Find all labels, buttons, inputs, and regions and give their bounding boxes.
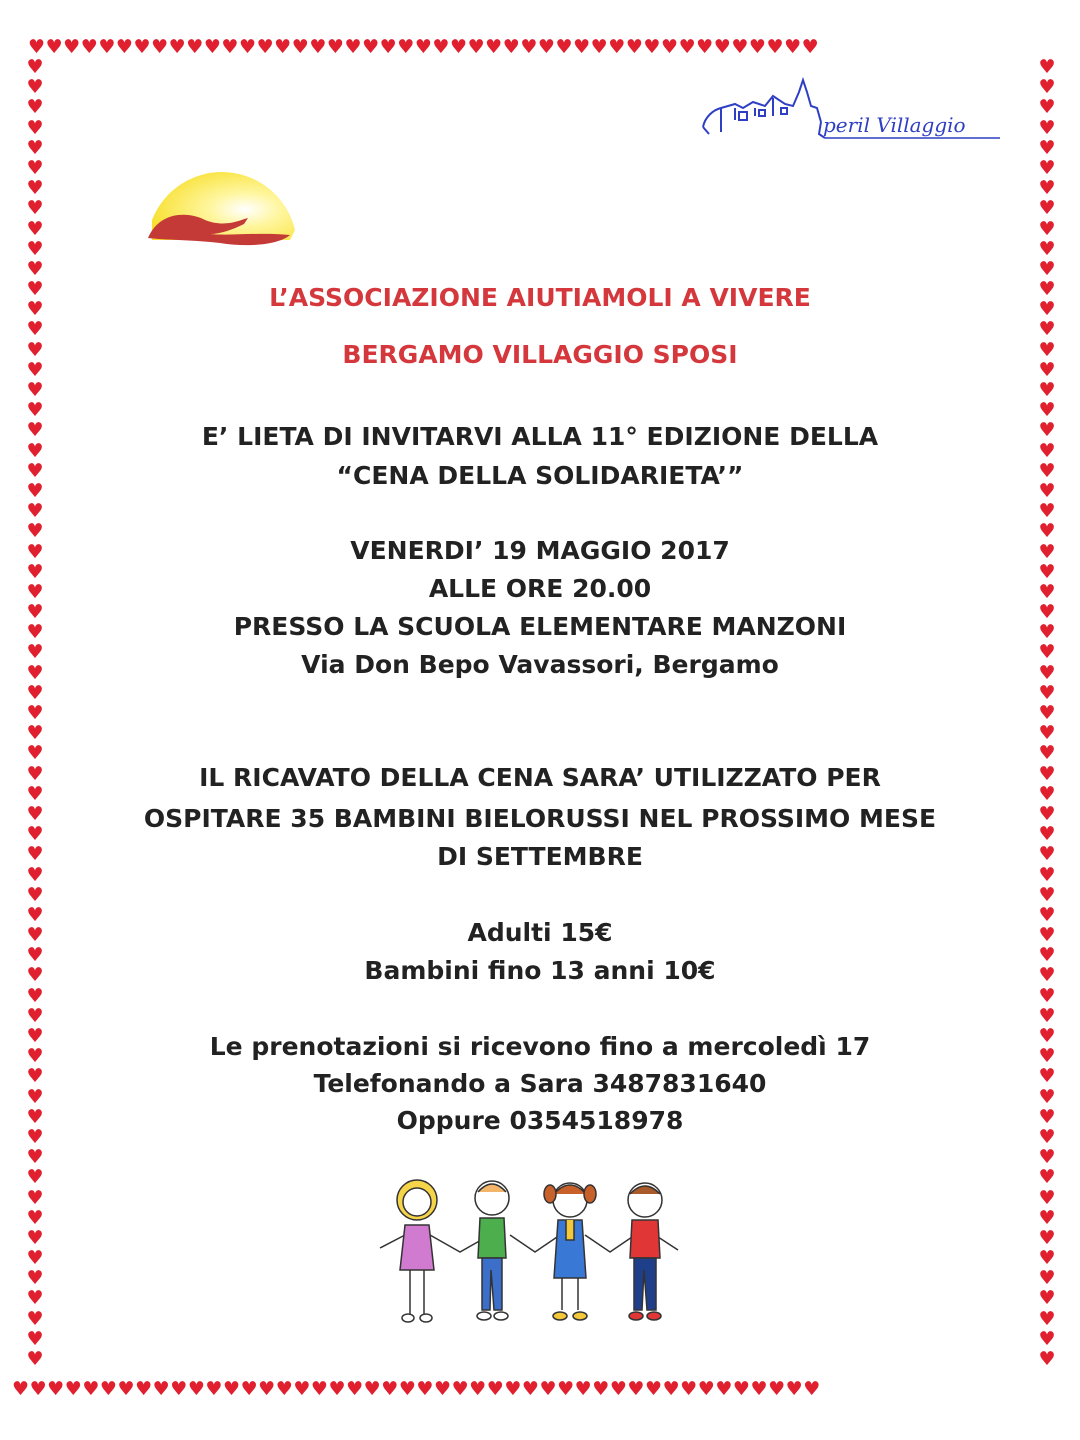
heart-border-left: ♥ ♥ ♥ ♥ ♥ ♥ ♥ ♥ ♥ ♥ ♥ ♥ ♥ ♥ ♥ ♥ ♥ ♥ ♥ ♥ ♥ ♥ ♥ ♥ ♥ ♥ ♥ ♥ ♥ ♥ ♥ ♥ ♥ ♥ ♥ ♥ ♥ ♥ ♥ ♥ ♥ ♥ ♥ ♥ ♥ ♥ ♥ ♥ ♥ ♥ ♥ ♥ ♥ ♥ ♥ ♥ ♥ ♥ ♥ ♥ ♥ ♥ ♥ ♥ ♥: [26, 56, 44, 1370]
sun-hand-icon: [140, 140, 300, 250]
village-skyline-icon: [695, 72, 1010, 152]
purpose-line-1: IL RICAVATO DELLA CENA SARA’ UTILIZZATO PER: [199, 763, 881, 792]
association-name: L’ASSOCIAZIONE AIUTIAMOLI A VIVERE: [269, 283, 811, 312]
booking-line-1: Le prenotazioni si ricevono fino a mercoledì 17: [209, 1032, 871, 1061]
booking-phone-alt: Oppure 0354518978: [396, 1106, 684, 1135]
event-date: VENERDI’ 19 MAGGIO 2017: [350, 536, 730, 565]
event-address: Via Don Bepo Vavassori, Bergamo: [301, 650, 779, 679]
heart-border-right: ♥ ♥ ♥ ♥ ♥ ♥ ♥ ♥ ♥ ♥ ♥ ♥ ♥ ♥ ♥ ♥ ♥ ♥ ♥ ♥ ♥ ♥ ♥ ♥ ♥ ♥ ♥ ♥ ♥ ♥ ♥ ♥ ♥ ♥ ♥ ♥ ♥ ♥ ♥ ♥ ♥ ♥ ♥ ♥ ♥ ♥ ♥ ♥ ♥ ♥ ♥ ♥ ♥ ♥ ♥ ♥ ♥ ♥ ♥ ♥ ♥ ♥ ♥ ♥ ♥: [1038, 56, 1056, 1370]
village-logo-text: peril Villaggio: [823, 113, 966, 137]
price-adults: Adulti 15€: [467, 918, 613, 947]
event-time: ALLE ORE 20.00: [428, 574, 652, 603]
invite-line-1: E’ LIETA DI INVITARVI ALLA 11° EDIZIONE DELLA: [201, 422, 879, 451]
purpose-line-3: DI SETTEMBRE: [437, 842, 643, 871]
heart-border-bottom: ♥♥♥♥♥♥♥♥♥♥♥♥♥♥♥♥♥♥♥♥♥♥♥♥♥♥♥♥♥♥♥♥♥♥♥♥♥♥♥♥♥♥♥♥♥♥: [12, 1378, 821, 1400]
invite-line-2: “CENA DELLA SOLIDARIETA’”: [336, 461, 744, 490]
purpose-line-2: OSPITARE 35 BAMBINI BIELORUSSI NEL PROSSIMO MESE: [143, 804, 937, 833]
children-holding-hands-icon: [360, 1170, 690, 1340]
price-children: Bambini fino 13 anni 10€: [364, 956, 716, 985]
association-location: BERGAMO VILLAGGIO SPOSI: [342, 340, 738, 369]
event-venue: PRESSO LA SCUOLA ELEMENTARE MANZONI: [233, 612, 847, 641]
heart-border-top: ♥♥♥♥♥♥♥♥♥♥♥♥♥♥♥♥♥♥♥♥♥♥♥♥♥♥♥♥♥♥♥♥♥♥♥♥♥♥♥♥♥♥♥♥♥: [28, 36, 820, 58]
booking-phone-sara: Telefonando a Sara 3487831640: [313, 1069, 767, 1098]
